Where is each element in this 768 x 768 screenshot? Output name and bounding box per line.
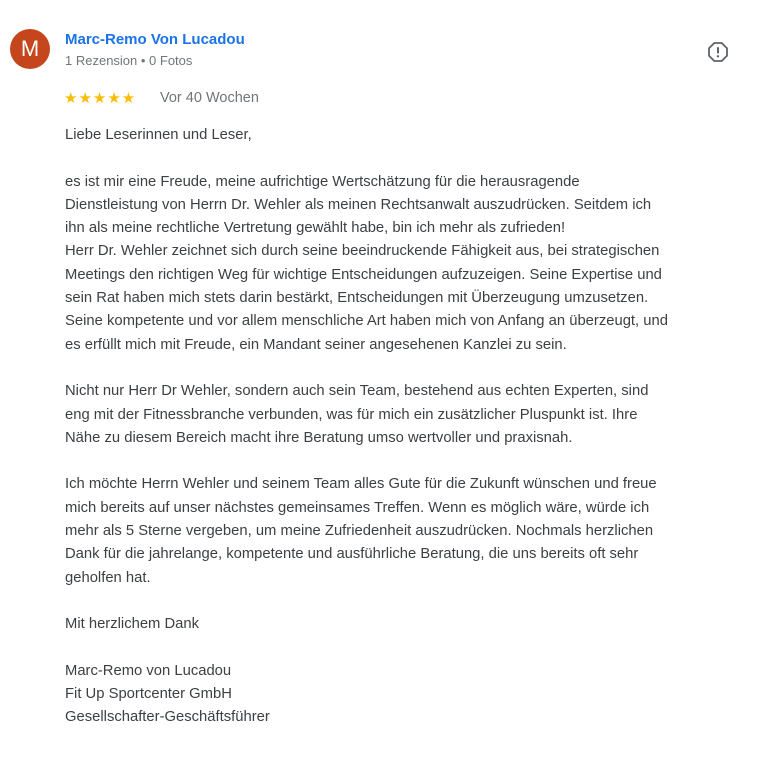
review-line: Dank für die jahrelange, kompetente und ausführliche Beratung, die uns bereits oft sehr [65,546,639,563]
report-button[interactable] [706,40,730,64]
review-line: Mit herzlichem Dank [65,616,200,633]
review-line: Seine kompetente und vor allem menschliche Art haben mich von Anfang an überzeugt, und [65,313,668,330]
review-line: Marc-Remo von Lucadou [65,662,232,679]
paragraph-gap [65,637,760,660]
review-line: eng mit der Fitnessbranche verbunden, was für mich ein zusätzlicher Pluspunkt ist. Ihre [65,406,638,423]
review-paragraph [65,473,760,589]
author-name-link[interactable]: Marc-Remo Von Lucadou [65,31,245,48]
review-paragraph [65,124,760,147]
review-line: Nicht nur Herr Dr Wehler, sondern auch sein Team, bestehend aus echten Experten, sind [65,383,649,400]
paragraph-gap [65,147,760,170]
review-line: mehr als 5 Sterne vergeben, um meine Zufriedenheit auszudrücken. Nochmals herzlichen [65,523,654,540]
review-line: es ist mir eine Freude, meine aufrichtige Wertschätzung für die herausragende [65,173,580,190]
author-meta: 1 Rezension • 0 Fotos [65,53,193,68]
star-rating: ★★★★★ [64,90,137,107]
avatar[interactable]: M [10,29,50,69]
review-line: ihn als meine rechtliche Vertretung gewählt habe, bin ich mehr als zufrieden! [65,220,566,237]
review-paragraph [65,380,760,450]
review-line: Liebe Leserinnen und Leser, [65,127,252,143]
review-line: Herr Dr. Wehler zeichnet sich durch seine beeindruckende Fähigkeit aus, bei strategischen [65,243,660,260]
paragraph-gap [65,590,760,613]
review-line: geholfen hat. [65,569,151,586]
review-line: Dienstleistung von Herrn Dr. Wehler als meinen Rechtsanwalt auszudrücken. Seitdem ich [65,196,652,213]
review-line: es erfüllt mich mit Freude, ein Mandant seiner angesehenen Kanzlei zu sein. [65,336,567,353]
review-text [65,124,760,730]
review-paragraph [65,660,760,730]
review-time: Vor 40 Wochen [160,90,259,106]
review-line: mich bereits auf unser nächstes gemeinsames Treffen. Wenn es möglich wäre, würde ich [65,499,650,516]
review-line: sein Rat haben mich stets darin bestärkt, Entscheidungen mit Überzeugung umzusetzen. [65,290,649,307]
report-flag-icon [706,40,730,64]
review-paragraph [65,171,760,357]
paragraph-gap [65,357,760,380]
review-line: Fit Up Sportcenter GmbH [65,686,232,703]
review-line: Gesellschafter-Geschäftsführer [65,709,270,726]
review-line: Nähe zu diesem Bereich macht ihre Beratung umso wertvoller und praxisnah. [65,429,573,446]
review-paragraph [65,613,760,636]
review-line: Meetings den richtigen Weg für wichtige Entscheidungen aufzuzeigen. Seine Expertise und [65,266,662,283]
review-line: Ich möchte Herrn Wehler und seinem Team alles Gute für die Zukunft wünschen und freue [65,476,657,493]
paragraph-gap [65,450,760,473]
